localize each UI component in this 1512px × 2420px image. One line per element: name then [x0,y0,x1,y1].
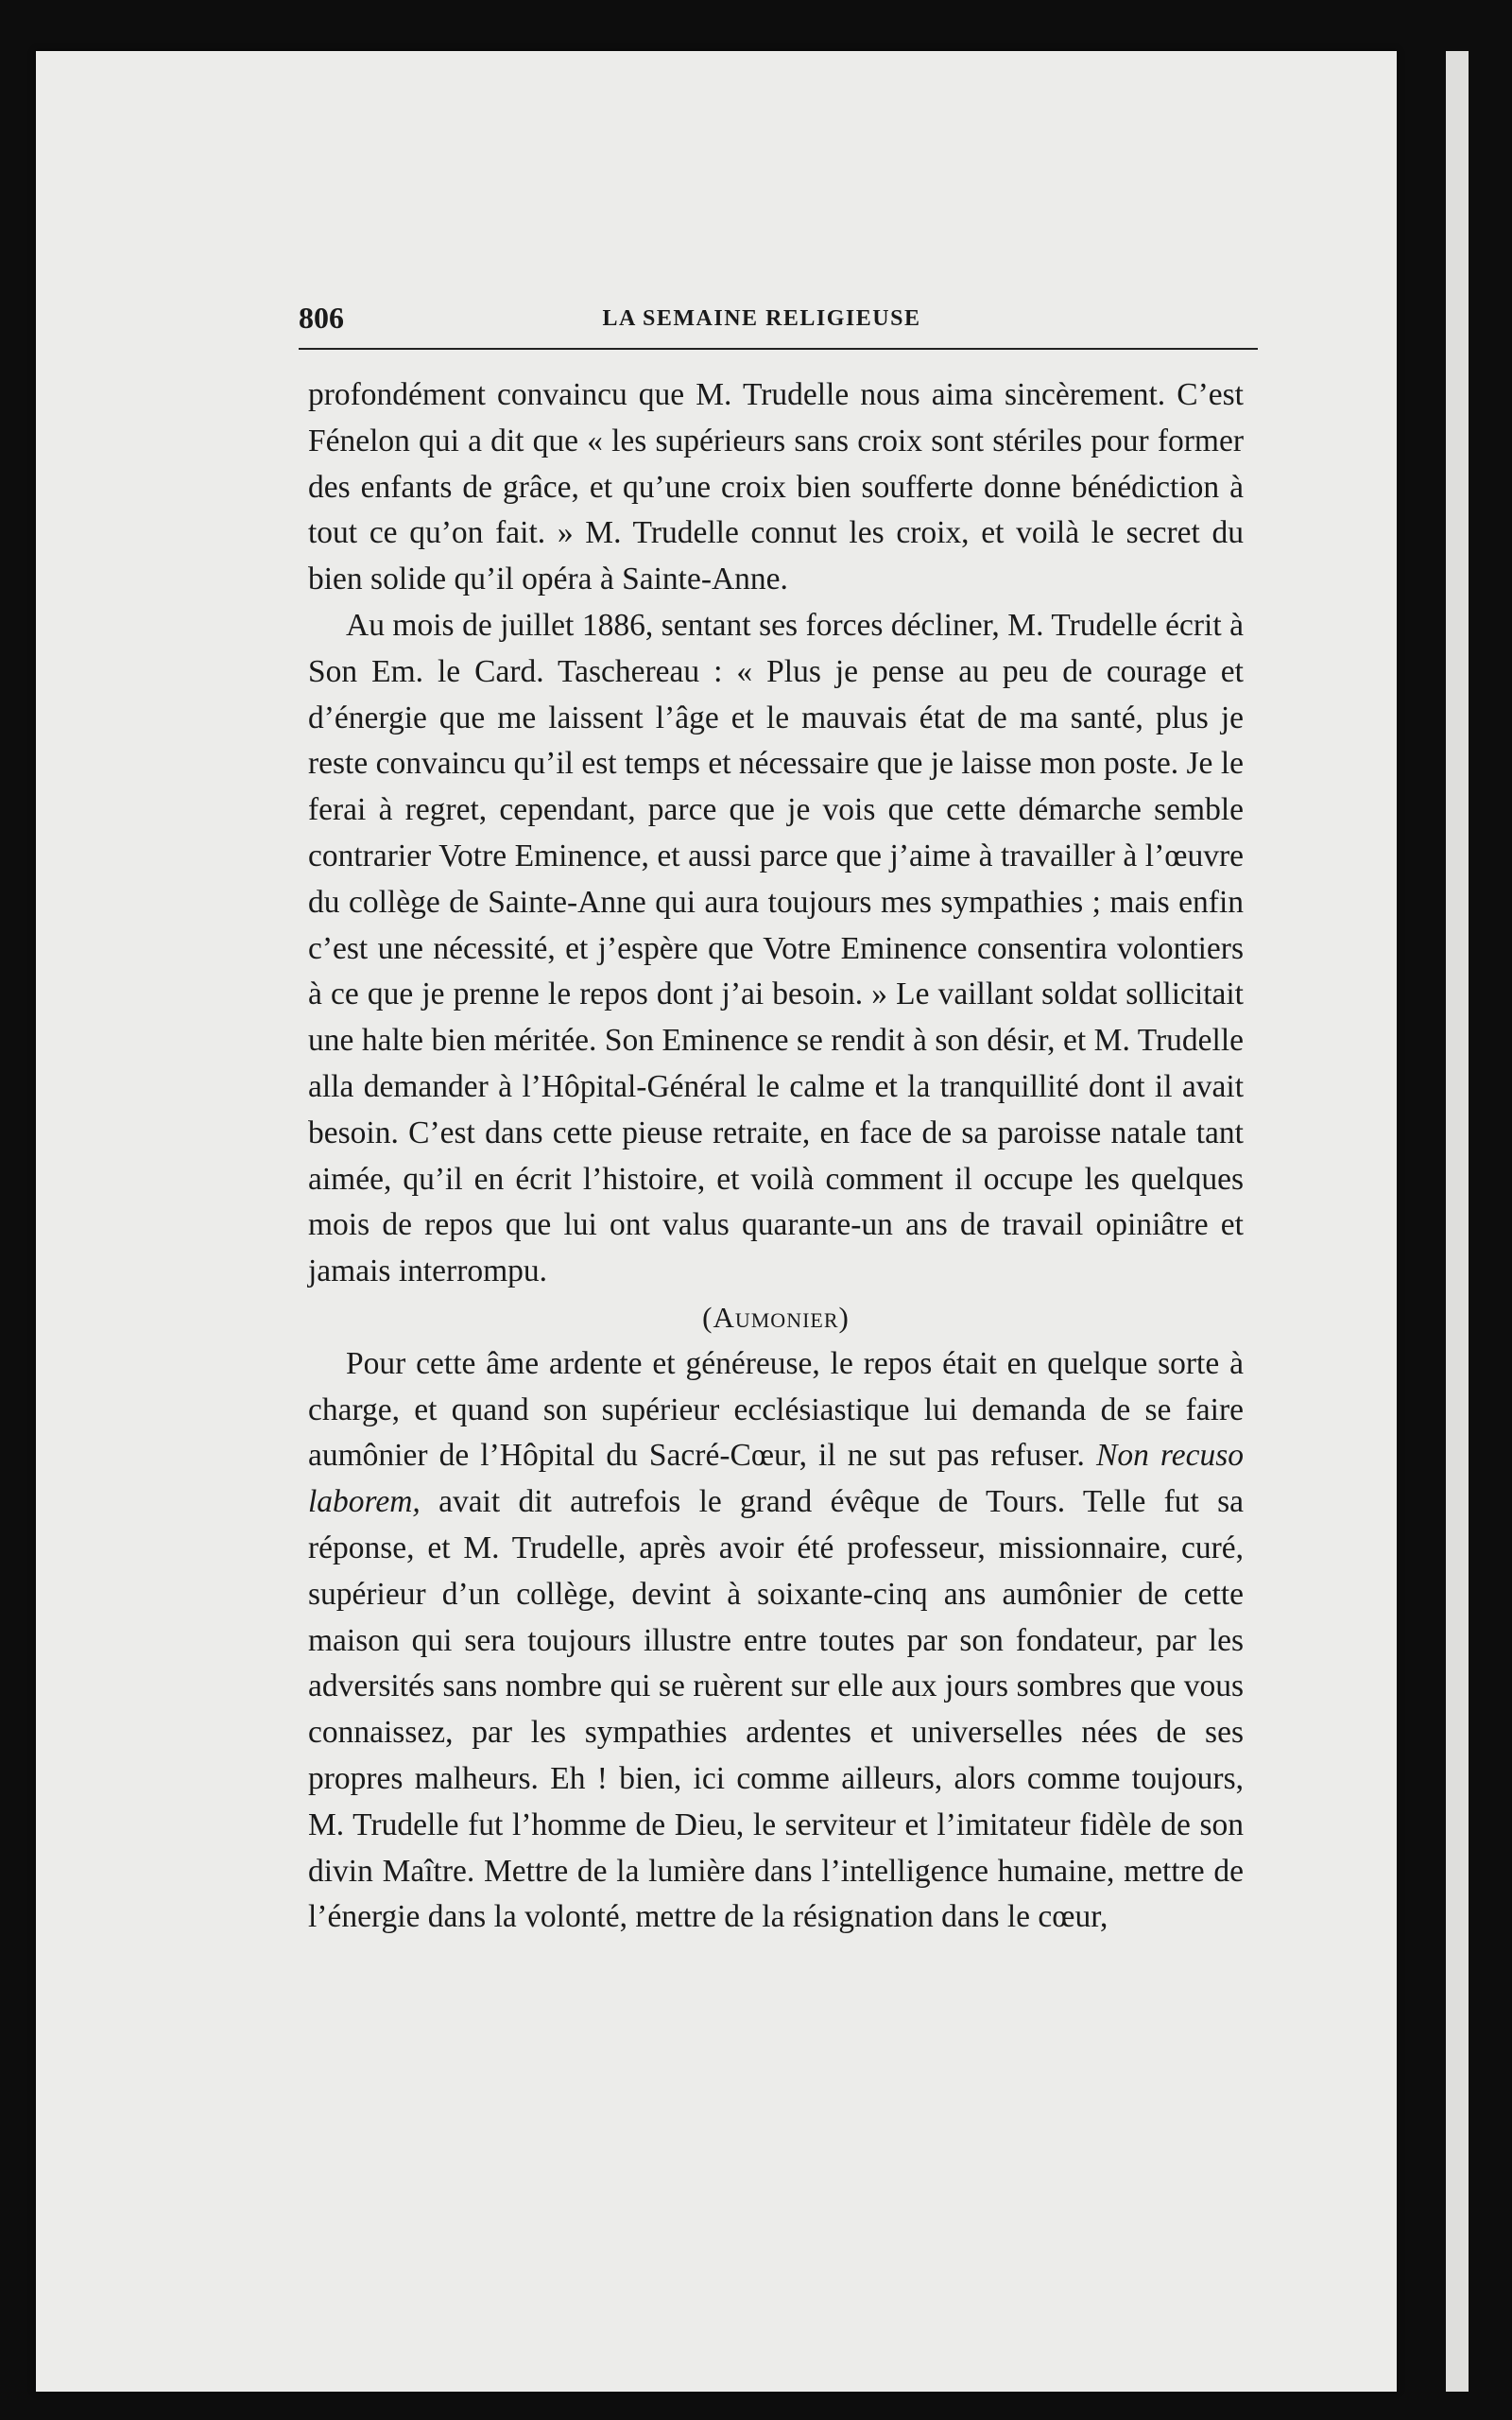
paragraph-aumonier [308,1341,1244,1941]
book-page [36,51,1397,2392]
running-head-title: LA SEMAINE RELIGIEUSE [602,306,921,331]
section-heading-open: (A [702,1300,735,1334]
paragraph-aumonier-start: Pour cette âme ardente et généreuse, le repos était en quelque sorte à charge, et quand son supérieur ecclésiastique lui demanda de se faire aumônier de l’Hôpital du Sacré-Cœur, il ne sut pas refuser. [308,1345,1244,1474]
section-heading-smallcaps: umonier [734,1300,839,1334]
running-head [266,250,1258,344]
adjacent-page-edge [1446,51,1469,2392]
page-content [266,250,1258,1935]
paragraph-juillet-1886: Au mois de juillet 1886, sentant ses forces décliner, M. Trudelle écrit à Son Em. le Card. Taschereau : « Plus je pense au peu de courage et d’énergie que me laissent l’âge et le mauvais état de ma santé, plus je reste convaincu qu’il est temps et nécessaire que je laisse mon poste. Je le ferai à regret, cependant, parce que je vois que cette démarche semble contrarier Votre Eminence, et aussi parce que j’aime à travailler à l’œuvre du collège de Sainte-Anne qui aura toujours mes sympathies ; mais enfin c’est une nécessité, et j’espère que Votre Eminence consentira volontiers à ce que je prenne le repos dont j’ai besoin. » Le vaillant soldat sollicitait une halte bien méritée. Son Eminence se rendit à son désir, et M. Trudelle alla demander à l’Hôpital-Général le calme et la tranquillité dont il avait besoin. C’est dans cette pieuse retraite, en face de sa paroisse natale tant aimée, qu’il en écrit l’histoire, et voilà comment il occupe les quelques mois de repos que lui ont valus quarante-un ans de travail opiniâtre et jamais interrompu. [308,607,1244,1289]
latin-quote: Non recuso laborem, [308,1438,1244,1520]
paragraph-aumonier-end: avait dit autrefois le grand évêque de Tours. Telle fut sa réponse, et M. Trudelle, après avoir été professeur, missionnaire, curé, supérieur d’un collège, devint à soixante-cinq ans aumônier de cette maison qui sera toujours illustre entre toutes par son fondateur, par les adversités sans nombre qui se ruèrent sur elle aux jours sombres que vous connaissez, par les sympathies ardentes et universelles nées de ses propres malheurs. Eh ! bien, ici comme ailleurs, alors comme toujours, M. Trudelle fut l’homme de Dieu, le serviteur et l’imitateur fidèle de son divin Maître. Mettre de la lumière dans l’intelligence humaine, mettre de l’énergie dans la volonté, mettre de la résignation dans le cœur, [308,1484,1244,1935]
header-rule [299,348,1258,350]
section-heading-close: ) [838,1300,850,1334]
section-heading-aumonier [308,1295,1244,1341]
body-text [308,372,1244,1941]
paragraph-continued: profondément convaincu que M. Trudelle nous aima sincèrement. C’est Fénelon qui a dit que « les supérieurs sans croix sont stériles pour former des enfants de grâce, et qu’une croix bien soufferte donne bénédiction à tout ce qu’on fait. » M. Trudelle connut les croix, et voilà le secret du bien solide qu’il opéra à Sainte-Anne. [308,377,1244,597]
page-number: 806 [299,301,344,335]
